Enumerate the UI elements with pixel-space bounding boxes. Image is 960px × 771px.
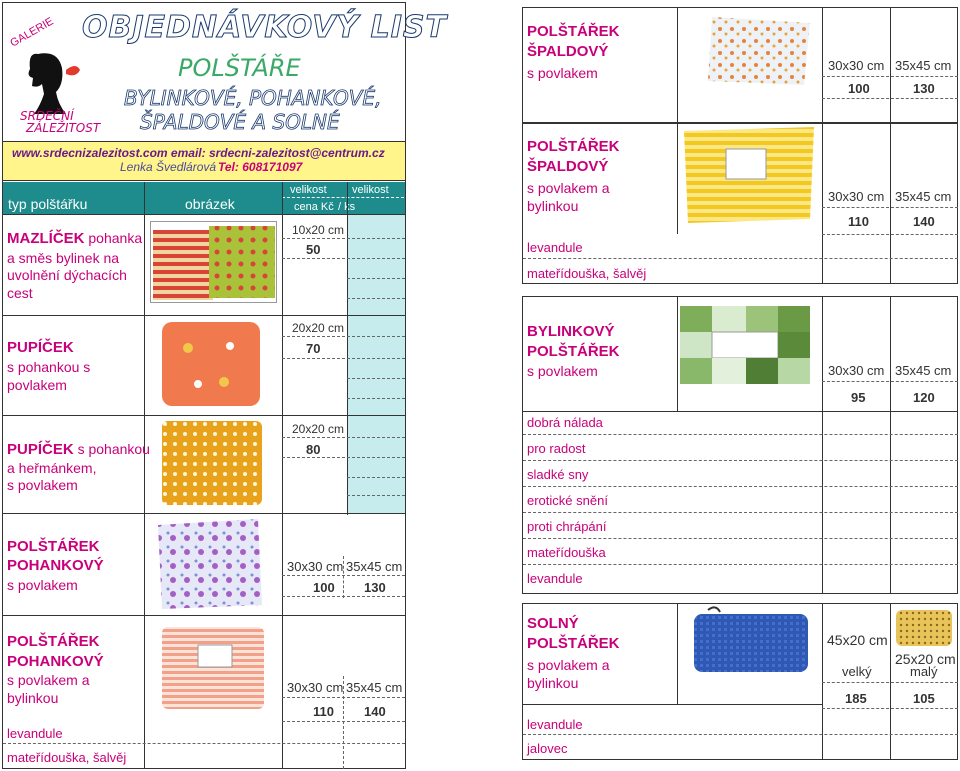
product-name: POLŠTÁŘEK [527,23,620,40]
product-name: POLŠTÁŘEK [527,635,620,652]
herb-option: levandule [527,240,583,255]
product-name: ŠPALDOVÝ [527,43,609,60]
size-label: 35x45 cm [895,363,952,378]
size-label: 35x45 cm [346,680,403,695]
size-name: velký [842,664,872,679]
size-label: 35x45 cm [895,189,952,204]
product-image [150,221,277,303]
product-name: POLŠTÁŘEK [7,633,100,650]
product-image [892,604,956,650]
price: 100 [313,580,335,595]
herb-option: proti chrápání [527,519,607,534]
contact-tel: Tel: 608171097 [218,160,303,174]
product-name: POLŠTÁŘEK [527,343,620,360]
col-per: / ks [338,201,356,213]
product-name: PUPÍČEK [7,339,74,356]
product-desc: s povlakem [527,363,598,379]
price: 70 [306,341,321,356]
product-name: PUPÍČEK s pohankou [7,441,150,458]
price: 110 [313,704,334,719]
product-image [158,318,264,408]
logo-line2: ZÁLEŽITOST [26,121,101,134]
product-image [160,419,264,507]
price: 140 [913,214,935,229]
price: 120 [913,390,935,405]
price: 110 [848,214,869,229]
product-name: SOLNÝ [527,615,579,632]
kinds-line1: BYLINKOVÉ, POHANKOVÉ, [124,86,382,110]
product-desc: s povlakem [7,477,78,493]
product-name: POLŠTÁŘEK [7,538,100,555]
product-image [680,125,818,225]
product-desc: s povlakem a [527,180,610,196]
size-label: 30x30 cm [828,363,885,378]
kinds-line2: ŠPALDOVÉ A SOLNÉ [140,110,340,134]
product-name: POLŠTÁŘEK [527,138,620,155]
product-name: ŠPALDOVÝ [527,158,609,175]
size-label: 25x20 cm [895,651,956,667]
price: 105 [913,691,935,706]
product-image [152,517,266,611]
price: 130 [913,81,935,96]
product-desc: povlakem [7,377,67,393]
product-image [158,623,268,713]
col-type: typ polštářku [8,196,88,212]
size-label: 30x30 cm [828,58,885,73]
product-desc: cest [7,285,33,301]
product-image [688,604,814,676]
size-label: 35x45 cm [895,58,952,73]
herb-option: pro radost [527,441,586,456]
product-name: BYLINKOVÝ [527,323,615,340]
product-image [676,302,814,388]
size-label: 10x20 cm [292,223,345,237]
page-title: OBJEDNÁVKOVÝ LIST [82,10,447,45]
col-size2: velikost [352,184,389,196]
product-desc: s povlakem a [7,672,90,688]
price: 100 [848,81,870,96]
size-name: malý [910,664,938,679]
product-desc: s pohankou s [7,359,91,375]
product-name: POHANKOVÝ [7,653,104,670]
size-label: 30x30 cm [828,189,885,204]
product-desc: s povlakem a [527,657,610,673]
herb-option: jalovec [527,741,568,756]
product-desc: uvolnění dýchacích [7,267,127,283]
contact-line: www.srdecnizalezitost.com email: srdecni-zalezitost@centrum.cz [12,146,385,160]
price: 140 [364,704,386,719]
herb-option: levandule [527,717,583,732]
price: 185 [845,691,867,706]
logo-arc-text: GALERIE [8,15,56,50]
product-desc: a heřmánkem, [7,460,97,476]
product-desc: bylinkou [527,198,579,214]
product-name: MAZLÍČEK pohanka [7,230,143,247]
herb-option: sladké sny [527,467,589,482]
product-desc: s povlakem [527,65,598,81]
product-desc: a směs bylinek na [7,250,120,266]
herb-option: mateřídouška, šalvěj [7,750,127,765]
product-desc: s povlakem [7,577,78,593]
logo-line1: SRDEČNÍ [20,109,74,123]
price: 50 [306,242,321,257]
size-label: 45x20 cm [827,632,888,648]
size-label: 20x20 cm [292,321,345,335]
herb-option: levandule [7,726,63,741]
size-label: 35x45 cm [346,559,403,574]
price: 80 [306,442,321,457]
product-desc: bylinkou [527,675,579,691]
col-price: cena Kč [294,201,334,213]
price: 130 [364,580,386,595]
herb-option: erotické snění [527,493,608,508]
price: 95 [851,390,866,405]
herb-option: dobrá nálada [527,415,603,430]
size-label: 30x30 cm [287,680,344,695]
col-size1: velikost [290,184,327,196]
size-label: 30x30 cm [287,559,344,574]
herb-option: mateřídouška, šalvěj [527,266,647,281]
col-image: obrázek [185,196,235,212]
herb-option: mateřídouška [527,545,606,560]
contact-name: Lenka Švedlárová [120,160,217,174]
product-desc: bylinkou [7,690,59,706]
subtitle: POLŠTÁŘE [178,54,301,82]
product-name: POHANKOVÝ [7,557,104,574]
herb-option: levandule [527,571,583,586]
product-image [704,13,816,91]
size-label: 20x20 cm [292,422,345,436]
